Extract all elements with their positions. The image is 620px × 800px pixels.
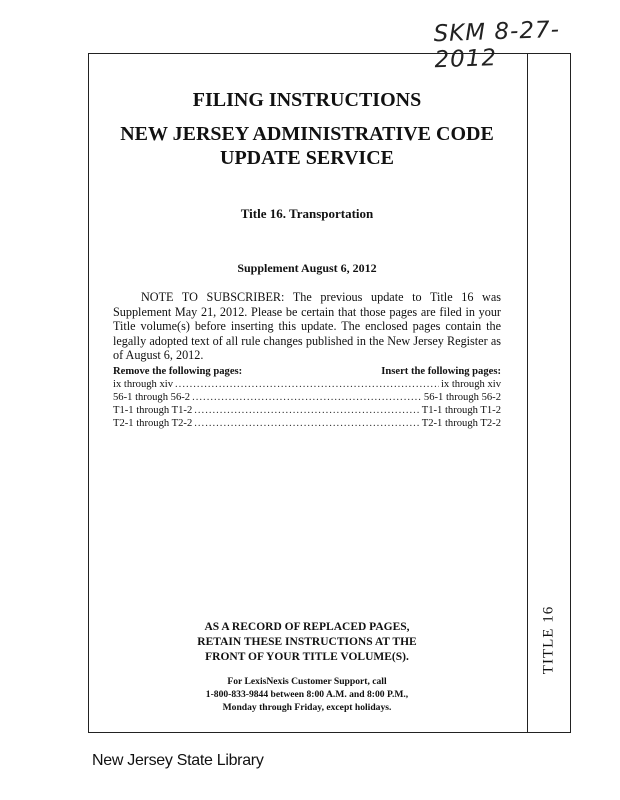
heading-filing-instructions: FILING INSTRUCTIONS <box>192 89 422 111</box>
subscriber-note: NOTE TO SUBSCRIBER: The previous update to Title 16 was Supplement May 21, 2012. Please be certain that those pages are filed in your Title volume(s) before inserting this update. The enclosed pages contain the legally adopted text of all rule changes published in the New Jersey Register as of August 6, 2012. <box>113 290 501 362</box>
record-instructions <box>95 620 519 665</box>
remove-header: Remove the following pages: <box>113 366 243 377</box>
support-line: 1-800-833-9844 between 8:00 A.M. and 8:00 P.M., <box>205 689 409 700</box>
remove-pages: T2-1 through T2-2 <box>113 418 193 429</box>
insert-header: Insert the following pages: <box>381 366 501 377</box>
insert-pages: 56-1 through 56-2 <box>423 392 501 403</box>
leader-dots <box>194 417 420 430</box>
leader-dots <box>192 391 422 404</box>
record-line: RETAIN THESE INSTRUCTIONS AT THE <box>197 636 417 648</box>
side-tab-label: TITLE 16 <box>540 605 557 675</box>
handwritten-note: SKM 8-27-2012 <box>433 16 561 74</box>
title-line: Title 16. Transportation <box>240 206 374 221</box>
table-row <box>113 417 501 430</box>
support-line: For LexisNexis Customer Support, call <box>227 676 387 687</box>
remove-pages: ix through xiv <box>113 379 174 390</box>
support-line: Monday through Friday, except holidays. <box>222 702 392 713</box>
table-header <box>113 365 501 378</box>
side-tab-divider <box>527 53 528 733</box>
remove-pages: T1-1 through T1-2 <box>113 405 193 416</box>
insert-pages: T2-1 through T2-2 <box>421 418 501 429</box>
record-line: FRONT OF YOUR TITLE VOLUME(S). <box>205 651 409 663</box>
customer-support <box>95 675 519 714</box>
insert-pages: ix through xiv <box>440 379 501 390</box>
library-stamp: New Jersey State Library <box>92 752 264 769</box>
leader-dots <box>175 378 439 391</box>
table-row <box>113 391 501 404</box>
page-replacement-table <box>113 365 501 430</box>
table-row <box>113 404 501 417</box>
heading-update-service: UPDATE SERVICE <box>220 147 394 169</box>
heading-code-name: NEW JERSEY ADMINISTRATIVE CODE <box>120 123 494 145</box>
leader-dots <box>194 404 420 417</box>
record-line: AS A RECORD OF REPLACED PAGES, <box>204 621 410 633</box>
remove-pages: 56-1 through 56-2 <box>113 392 191 403</box>
supplement-date: Supplement August 6, 2012 <box>237 261 377 275</box>
table-row <box>113 378 501 391</box>
insert-pages: T1-1 through T1-2 <box>421 405 501 416</box>
